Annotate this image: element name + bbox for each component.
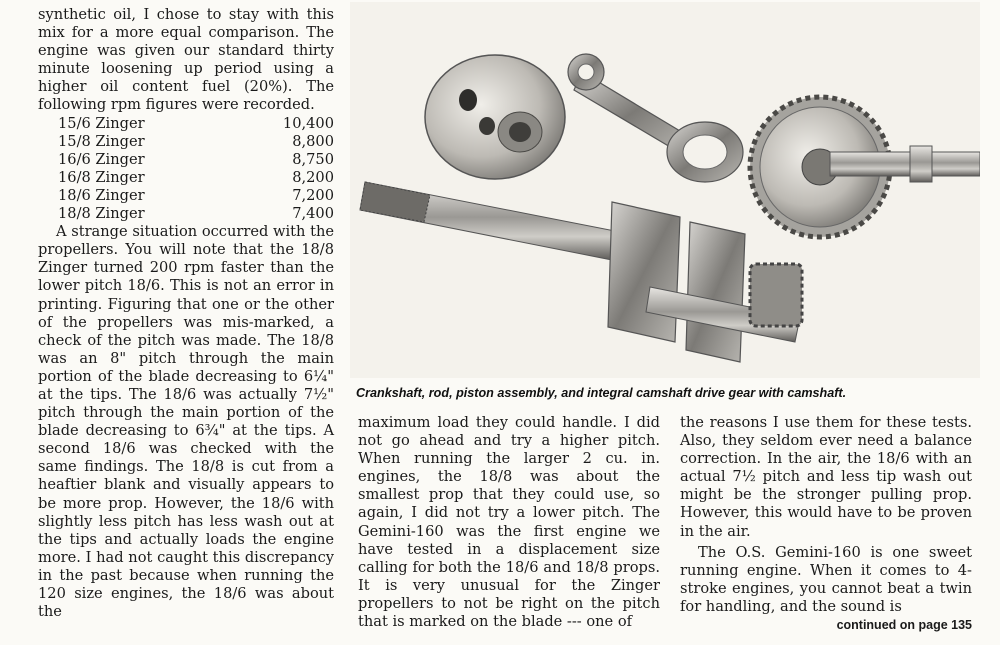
photo-caption: Crankshaft, rod, piston assembly, and integral camshaft drive gear with camshaft.: [356, 386, 847, 400]
rpm-row: 15/8 Zinger 8,800: [58, 132, 334, 150]
piston-shape: [425, 55, 565, 179]
article-column-3: [680, 414, 972, 634]
rpm-row: 15/6 Zinger 10,400: [58, 114, 334, 132]
paragraph-max-load: maximum load they could handle. I did not go ahead and try a higher pitch. When running the larger 2 cu. in. engines, the 18/8 was about the smallest prop that they could use, so again, I did not try a lower pitch. The Gemini-160 was the first engine we have tested in a displacement size calling for both the 18/6 and 18/8 props. It is very unusual for the Zinger propellers to not be right on the pitch that is marked on the blade --- one of: [358, 414, 660, 631]
rpm-row: 18/8 Zinger 7,400: [58, 205, 334, 223]
paragraph-balance: the reasons I use them for these tests. Also, they seldom ever need a balance correction. In the air, the 18/6 with an actual 7½ pitch and less tip wash out might be the stronger pulling prop. However, this would have to be proven in the air.: [680, 414, 972, 540]
rpm-row: 16/6 Zinger 8,750: [58, 150, 334, 168]
article-column-1: [38, 6, 334, 621]
paragraph-gemini: The O.S. Gemini-160 is one sweet running engine. When it comes to 4-stroke engines, you cannot beat a twin for handling, and the sound is: [680, 543, 972, 615]
article-column-2: [358, 414, 660, 631]
rpm-table: [38, 115, 334, 224]
continued-link[interactable]: continued on page 135: [836, 618, 972, 633]
paragraph-oil-mix: synthetic oil, I chose to stay with this mix for a more equal comparison. The engine was given our standard thirty minute loosening up period using a higher oil content fuel (20%). The following rpm figures were recorded.: [38, 6, 334, 114]
engine-parts-photo: [350, 2, 980, 378]
engine-parts-illustration: [350, 2, 980, 378]
paragraph-propeller-pitch: A strange situation occurred with the propellers. You will note that the 18/8 Zinger turned 200 rpm faster than the lower pitch 18/6. This is not an error in printing. Figuring that one or the other of the propellers was mis-marked, a check of the pitch was made. The 18/8 was an 8" pitch through the main portion of the blade decreasing to 6¼" at the tips. The 18/6 was actually 7½" pitch through the main portion of the blade decreasing to 6¾" at the tips. A second 18/6 was checked with the same findings. The 18/8 is cut from a heaftier blank and visually appears to be more prop. However, the 18/6 with slightly less pitch has less wash out at the tips and actually loads the engine more. I had not caught this discrepancy in the past because when running the 120 size engines, the 18/6 was about the: [38, 223, 334, 621]
rpm-row: 16/8 Zinger 8,200: [58, 168, 334, 186]
rpm-row: 18/6 Zinger 7,200: [58, 186, 334, 204]
